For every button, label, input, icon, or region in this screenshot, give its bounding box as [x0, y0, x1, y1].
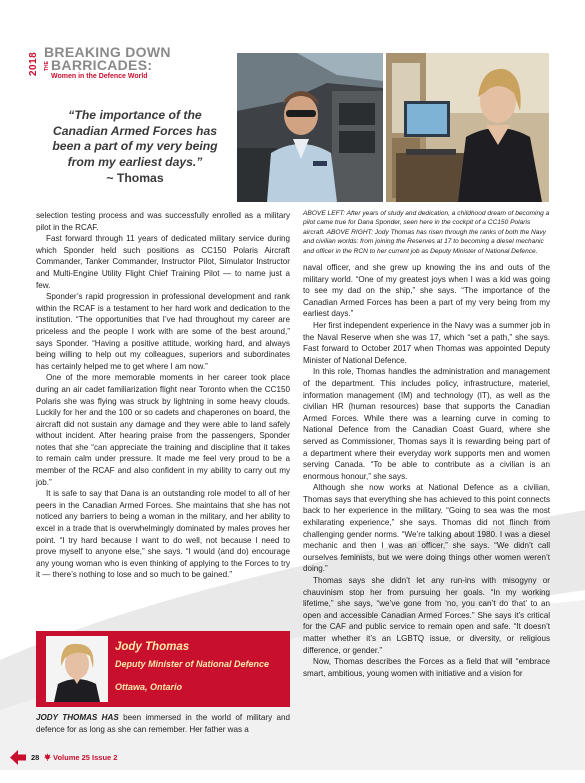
- paragraph: [36, 712, 290, 735]
- paragraph: Although she now works at National Defence as a civilian, Thomas says that everything she has achieved to this point connects back to her experience in the military. “Going to sea was the most exhilarating experience,” she says. Thomas did not flinch from challenging gender norms. “We’re talking about 1980. I was a diesel mechanic and then I was an officer,” she says. “We didn’t call ourselves feminists, but we were doing things other women weren’t doing.”: [303, 483, 550, 574]
- article-column-left: [36, 210, 290, 581]
- back-arrow-icon[interactable]: [10, 750, 26, 765]
- issue-label: Volume 25 Issue 2: [53, 753, 118, 762]
- paragraph: naval officer, and she grew up knowing the ins and outs of the military world. “One of my greatest joys when I was a kid was going to see my dad on the ship,” she says. “The importance of the Canadian Armed Forces has been a part of my very being from my earliest days.”: [303, 263, 550, 319]
- header-subtitle: Women in the Defence World: [51, 73, 148, 80]
- paragraph: One of the more memorable moments in her career took place during an air cadet familiarization flight near Toronto when the CC150 Polaris she was flying was struck by lightning in some heavy clouds. Luckily for her and the 100 or so cadets and chaperones on board, the aircraft did not sustain any damage and they were able to land safely without incident. After hearing praise from the passengers, Sponder notes that she “can appreciate the training and discipline that it takes to remain calm under pressure. It made me feel very proud to be a member of the RCAF and also confident in my ability to carry out my job.”: [36, 373, 290, 487]
- bio-location: Ottawa, Ontario: [115, 682, 183, 692]
- bio-title: Deputy Minister of National Defence: [115, 659, 270, 669]
- header-title-line1: BREAKING DOWN: [44, 44, 171, 60]
- photo-cockpit: [237, 53, 383, 202]
- paragraph: selection testing process and was successfully enrolled as a military pilot in the RCAF.: [36, 211, 290, 232]
- page-number: 28: [31, 753, 40, 762]
- paragraph: Now, Thomas describes the Forces as a field that will “embrace smart, ambitious, young women with initiative and a vision for: [303, 657, 550, 678]
- photo-caption: ABOVE LEFT: After years of study and dedication, a childhood dream of becoming a pilot came true for Dana Sponder, seen here in the cockpit of a CC150 Polaris aircraft. ABOVE RIGHT: Jody Thomas has risen through the ranks of both the Navy and civilian worlds: from joining the Reserves at 17 to becoming a diesel mechanic and officer in the RCN to her current job as Deputy Minister of National Defence.: [303, 210, 550, 255]
- bio-box: [36, 631, 290, 707]
- header-title-the: THE: [44, 61, 50, 71]
- pull-quote: [45, 108, 225, 187]
- photo-office: [386, 53, 549, 202]
- maple-leaf-icon: [44, 753, 51, 761]
- bio-name: Jody Thomas: [115, 641, 190, 653]
- paragraph: Thomas says she didn’t let any run-ins with misogyny or chauvinism stop her from pursuing her goals. “In my working lifetime,” she says, “we’ve gone from ‘no, you can’t do that’ to an open and accessible Canadian Armed Forces.” She says it’s critical for the CAF and public service to remain open and safe. “It doesn’t matter whether it’s an LGBTQ issue, or diversity, or religious difference, or gender.”: [303, 576, 550, 655]
- section-header: [28, 44, 238, 84]
- article-column-left-bottom: [36, 712, 290, 735]
- header-year: 2018: [28, 51, 39, 77]
- paragraph: It is safe to say that Dana is an outstanding role model to all of her peers in the Canadian Armed Forces. She maintains that she has not noticed any barriers to being a woman in the military, and her ability to excel in a trade that is overwhelmingly dominated by males proves her point. “I try hard because I want to do well, not because I need to prove myself to anyone else,” she says. “I would (and do) encourage any young woman who is even thinking of applying to the Forces to try it — there’s nothing to lose and so much to be gained.”: [36, 489, 290, 580]
- article-column-right: [303, 262, 550, 679]
- page-footer: [10, 747, 210, 767]
- paragraph: In this role, Thomas handles the administration and management of the department. This includes policy, infrastructure, materiel, information management (IM) and technology (IT), as well as the civilian HR (human resources) base that supports the Canadian Armed Forces. While there was a learning curve in coming to National Defence from the Canadian Coast Guard, where she served as Commissioner, Thomas says it is rewarding being part of a department where their everyday work supports men and women serving Canada. “To be able to contribute as a civilian is an enormous honour,” she says.: [303, 367, 550, 481]
- header-title-line2: BARRICADES:: [51, 57, 153, 73]
- paragraph: Fast forward through 11 years of dedicated military service during which Sponder held such positions as CC150 Polaris Aircraft Commander, Tanker Commander, Instructor Pilot, Simulator Instructor and Multi-Engine Utility Flight Chief Training Pilot — to name just a few.: [36, 234, 290, 290]
- pull-quote-attribution: ~ Thomas: [106, 171, 164, 185]
- paragraph: Sponder’s rapid progression in professional development and rank within the RCAF is a testament to her hard work and dedication to the institution. “The opportunities that I’ve had throughout my career are priceless and the people I work with are some of the best around,” says Sponder. “Having a positive attitude, working hard, and always being willing to help out my colleagues, superiors and subordinates has certainly helped me to get where I am now.”: [36, 292, 290, 371]
- bio-portrait: [46, 636, 108, 702]
- lead-in-continuation: been immersed in the world of military and defence for as long as she can remember. Her father was a: [36, 713, 290, 734]
- lead-in: JODY THOMAS HAS: [36, 713, 119, 722]
- pull-quote-text: “The importance of the Canadian Armed Forces has been a part of my very being from my earliest days.”: [52, 108, 218, 169]
- paragraph: Her first independent experience in the Navy was a summer job in the Naval Reserve when she was 17, which “set a path,” she says. Fast forward to October 2017 when Thomas was appointed Deputy Minister of National Defence.: [303, 320, 550, 365]
